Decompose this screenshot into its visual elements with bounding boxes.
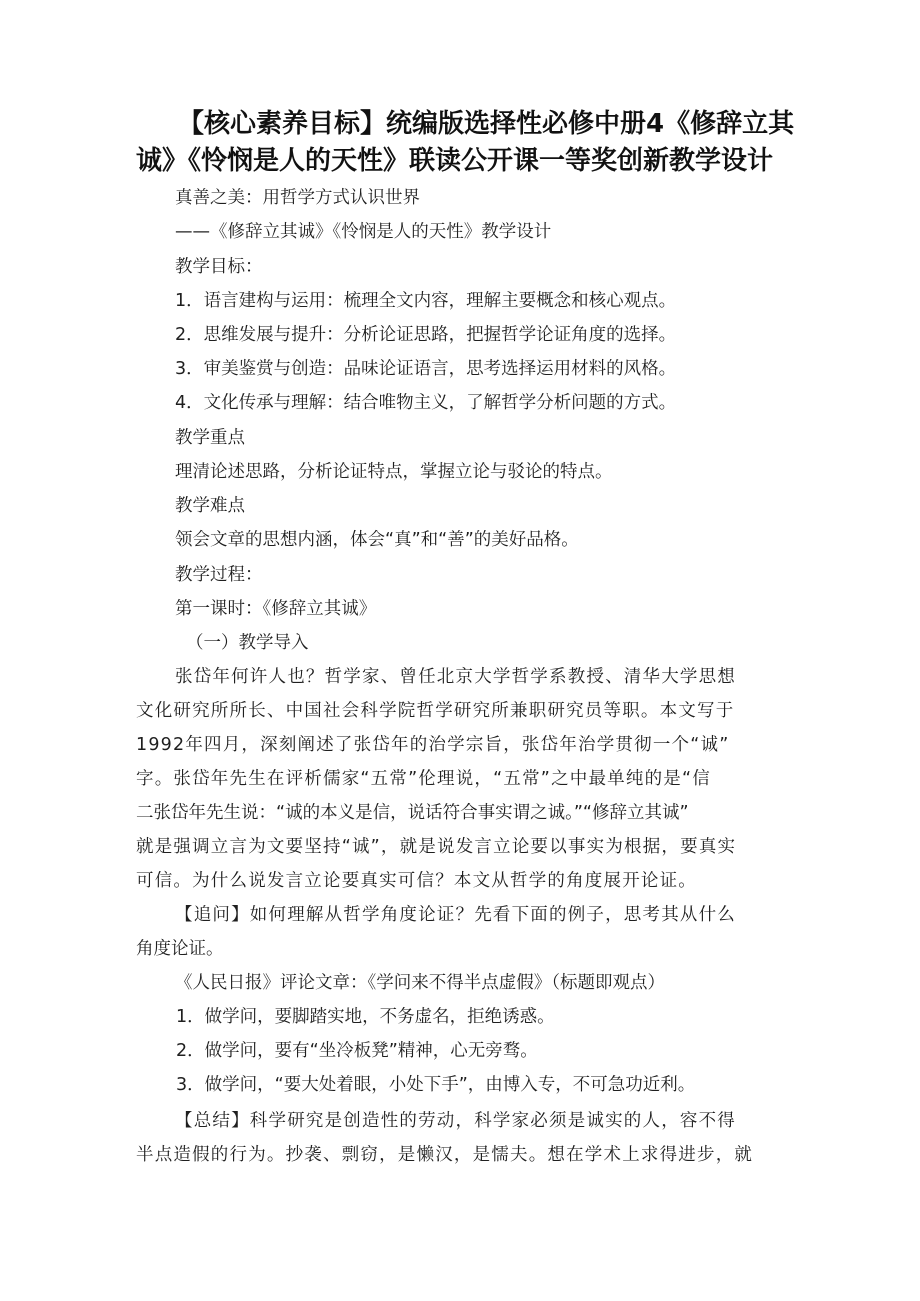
difficulty-text: 领会文章的思想内涵，体会“真”和“善”的美好品格。	[175, 530, 579, 550]
intro-line: 张岱年何许人也？哲学家、曾任北京大学哲学系教授、清华大学思想	[175, 667, 736, 687]
summary-line: 【总结】科学研究是创造性的劳动，科学家必须是诚实的人，容不得	[175, 1111, 736, 1131]
intro-line: 字。张岱年先生在评析儒家“五常”伦理说，“五常”之中最单纯的是“信	[136, 769, 711, 789]
document-title: 【核心素养目标】统编版选择性必修中册4《修辞立其诚》《怜悯是人的天性》联读公开课一等奖创新教学设计	[136, 109, 795, 176]
section1-heading: （一）教学导入	[186, 633, 309, 653]
subtitle-2: ——《修辞立其诚》《怜悯是人的天性》教学设计	[175, 222, 552, 242]
subtitle: 真善之美：用哲学方式认识世界	[175, 188, 420, 208]
lesson1-heading: 第一课时：《修辞立其诚》	[175, 599, 377, 619]
summary-line: 半点造假的行为。抄袭、剽窃，是懒汉，是懦夫。想在学术上求得进步，就	[136, 1145, 754, 1165]
goal-item: 2．思维发展与提升：分析论证思路，把握哲学论证角度的选择。	[175, 325, 677, 345]
question-line: 角度论证。	[136, 939, 224, 959]
example-heading: 《人民日报》评论文章：《学问来不得半点虚假》（标题即观点）	[175, 973, 665, 993]
key-text: 理清论述思路，分析论证特点，掌握立论与驳论的特点。	[175, 462, 613, 482]
difficulty-heading: 教学难点	[175, 496, 245, 516]
goal-item: 1．语言建构与运用：梳理全文内容，理解主要概念和核心观点。	[175, 291, 677, 311]
key-heading: 教学重点	[175, 428, 245, 448]
goals-heading: 教学目标：	[175, 257, 263, 277]
intro-line: 可信。为什么说发言立论要真实可信？本文从哲学的角度展开论证。	[136, 871, 697, 891]
intro-line: 二张岱年先生说：“诚的本义是信，说话符合事实谓之诚。”“修辞立其诚”	[136, 803, 689, 823]
intro-line: 文化研究所所长、中国社会科学院哲学研究所兼职研究员等职。本文写于	[136, 701, 735, 721]
example-item: 2．做学问，要有“坐冷板凳”精神，心无旁骛。	[176, 1041, 538, 1061]
example-item: 3．做学问，“要大处着眼，小处下手”，由博入专，不可急功近利。	[176, 1075, 696, 1095]
goal-item: 3．审美鉴赏与创造：品味论证语言，思考选择运用材料的风格。	[175, 359, 677, 379]
intro-line: 就是强调立言为文要坚持“诚”，就是说发言立论要以事实为根据，要真实	[136, 837, 737, 857]
question-line: 【追问】如何理解从哲学角度论证？先看下面的例子，思考其从什么	[175, 905, 736, 925]
example-item: 1．做学问，要脚踏实地，不务虚名，拒绝诱惑。	[176, 1007, 555, 1027]
process-heading: 教学过程：	[175, 565, 263, 585]
goal-item: 4．文化传承与理解：结合唯物主义，了解哲学分析问题的方式。	[175, 393, 677, 413]
intro-line: 1992年四月，深刻阐述了张岱年的治学宗旨，张岱年治学贯彻一个“诚”	[136, 735, 730, 755]
